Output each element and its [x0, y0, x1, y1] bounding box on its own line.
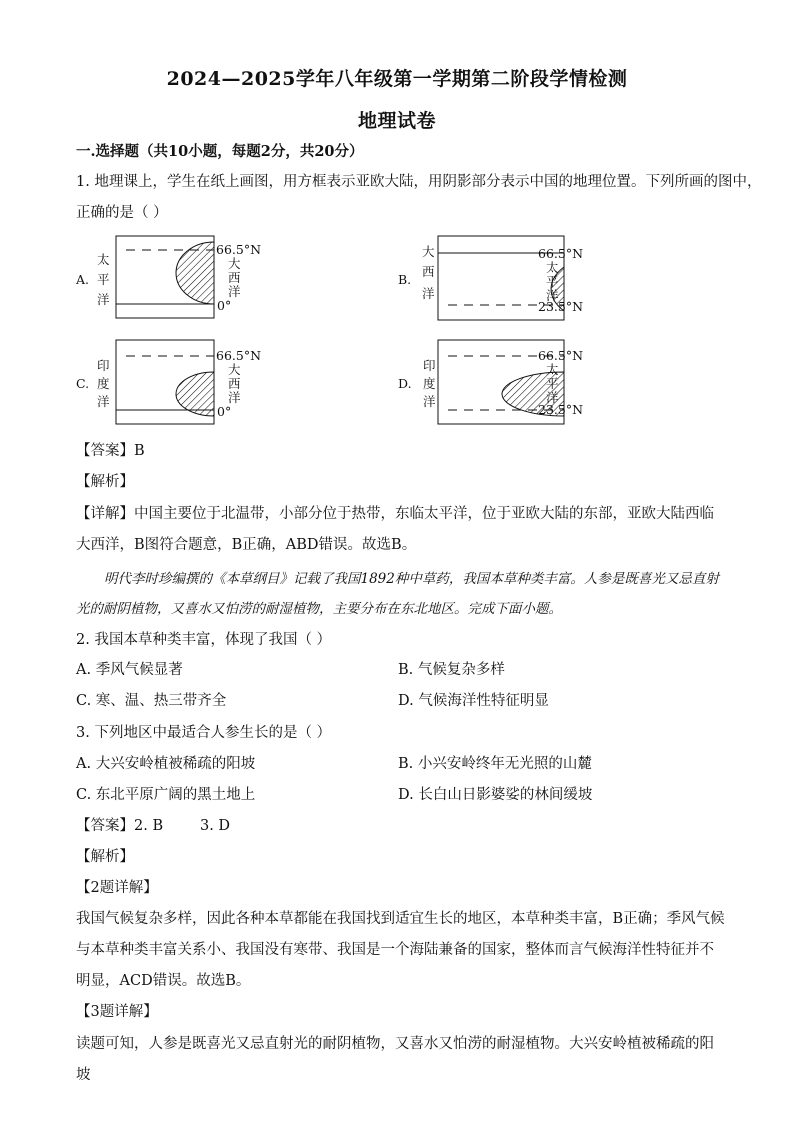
q3-option-b: B. 小兴安岭终年无光照的山麓	[398, 756, 592, 772]
svg-text:0°: 0°	[217, 404, 232, 419]
svg-text:太: 太	[546, 260, 559, 275]
q3-stem: 3. 下列地区中最适合人参生长的是（ ）	[76, 725, 332, 741]
svg-text:B.: B.	[398, 272, 412, 287]
q1-option-a-figure	[76, 236, 276, 326]
svg-text:平: 平	[546, 376, 559, 391]
q3-detail-heading: 【3题详解】	[76, 1004, 158, 1020]
svg-text:66.5°N: 66.5°N	[216, 348, 262, 363]
svg-text:D.: D.	[398, 376, 412, 391]
svg-text:太: 太	[97, 252, 110, 267]
svg-text:66.5°N: 66.5°N	[216, 242, 262, 257]
q1-analysis: 【解析】	[76, 474, 134, 490]
svg-text:0°: 0°	[217, 298, 232, 313]
q3-option-c: C. 东北平原广阔的黑土地上	[76, 787, 256, 803]
svg-text:大: 大	[228, 256, 241, 271]
svg-text:66.5°N: 66.5°N	[538, 348, 584, 363]
svg-text:66.5°N: 66.5°N	[538, 246, 584, 261]
q3-option-d: D. 长白山日影婆娑的林间缓坡	[398, 787, 593, 803]
exam-subtitle: 地理试卷	[357, 110, 436, 132]
q3-detail: 读题可知，人参是既喜光又忌直射光的耐阴植物，又喜水又怕涝的耐湿植物。大兴安岭植被稀疏的阳坡	[76, 1036, 714, 1083]
svg-text:太: 太	[546, 362, 559, 377]
q2-stem: 2. 我国本草种类丰富，体现了我国（ ）	[76, 632, 332, 648]
q1-option-b-figure	[398, 236, 598, 326]
exam-title: 2024—2025学年八年级第一学期第二阶段学情检测	[166, 68, 628, 90]
q23-answer: 【答案】2. B 3. D	[76, 818, 231, 834]
svg-text:洋: 洋	[97, 292, 110, 307]
q2-detail: 我国气候复杂多样，因此各种本草都能在我国找到适宜生长的地区，本草种类丰富，B正确；季风气候与本草种类丰富关系小、我国没有寒带、我国是一个海陆兼备的国家，整体而言气候海洋性特征并不明显，ACD错误。故选B。	[76, 911, 725, 989]
svg-text:大: 大	[422, 244, 435, 259]
q1-option-c-figure	[76, 340, 276, 430]
q2-option-b: B. 气候复杂多样	[398, 662, 505, 678]
q2-detail-heading: 【2题详解】	[76, 880, 158, 896]
q1-stem-line1: 1. 地理课上，学生在纸上画图，用方框表示亚欧大陆，用阴影部分表示中国的地理位置。下列所画的图中，	[76, 174, 762, 190]
svg-text:西: 西	[422, 264, 435, 279]
q2-option-c: C. 寒、温、热三带齐全	[76, 693, 227, 709]
q1-stem-line2: 正确的是（ ）	[76, 205, 168, 221]
svg-text:平: 平	[546, 274, 559, 289]
q1-option-d-figure	[398, 340, 598, 430]
svg-text:洋: 洋	[228, 390, 241, 405]
svg-text:大: 大	[228, 362, 241, 377]
svg-text:C.: C.	[76, 376, 90, 391]
q2-option-d: D. 气候海洋性特征明显	[398, 693, 549, 709]
svg-text:度: 度	[423, 376, 436, 391]
svg-text:洋: 洋	[546, 390, 559, 405]
svg-text:西: 西	[228, 376, 241, 391]
svg-text:度: 度	[97, 376, 110, 391]
svg-text:23.5°N: 23.5°N	[538, 299, 584, 314]
q3-option-a: A. 大兴安岭植被稀疏的阳坡	[76, 756, 256, 772]
option-letter: A.	[76, 272, 90, 287]
reading-passage: 明代李时珍编撰的《本草纲目》记载了我国1892种中草药，我国本草种类丰富。人参是既喜光又忌直射光的耐阴植物，又喜水又怕涝的耐湿植物，主要分布在东北地区。完成下面小题。	[76, 571, 719, 617]
section-heading: 一.选择题（共10小题，每题2分，共20分）	[76, 143, 364, 160]
svg-text:洋: 洋	[423, 394, 436, 409]
q1-detail: 【详解】中国主要位于北温带，小部分位于热带，东临太平洋，位于亚欧大陆的东部，亚欧大陆西临大西洋，B图符合题意，B正确，ABD错误。故选B。	[76, 506, 714, 553]
svg-text:23.5°N: 23.5°N	[538, 402, 584, 417]
svg-text:印: 印	[97, 358, 110, 373]
svg-text:洋: 洋	[97, 394, 110, 409]
svg-text:西: 西	[228, 270, 241, 285]
q23-analysis: 【解析】	[76, 849, 134, 865]
q2-option-a: A. 季风气候显著	[76, 662, 183, 678]
svg-text:洋: 洋	[422, 286, 435, 301]
svg-text:洋: 洋	[228, 284, 241, 299]
svg-text:洋: 洋	[546, 288, 559, 303]
svg-text:印: 印	[423, 358, 436, 373]
q1-answer: 【答案】B	[76, 443, 145, 459]
svg-text:平: 平	[97, 272, 110, 287]
